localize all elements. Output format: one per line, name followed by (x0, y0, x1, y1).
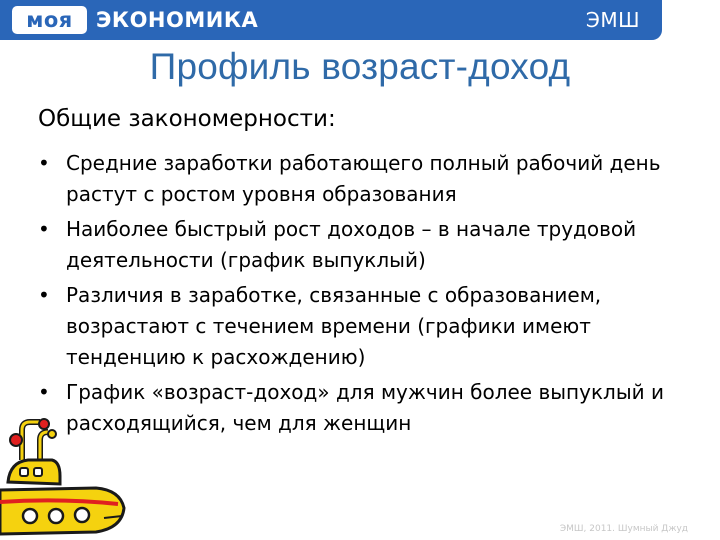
bullet-marker: • (38, 217, 50, 241)
bullet-text: Различия в заработке, связанные с образованием, возрастают с течением времени (графики имеют тенденцию к расхождению) (66, 283, 602, 369)
bullet-item (38, 214, 678, 276)
bullet-item (38, 280, 678, 373)
header-banner (0, 0, 662, 40)
bullet-text: Наиболее быстрый рост доходов – в начале трудовой деятельности (график выпуклый) (66, 217, 637, 272)
yellow-submarine-icon (0, 418, 130, 540)
bullet-marker: • (38, 151, 50, 175)
bullet-marker: • (38, 380, 50, 404)
logo-emsh-text: ЭМШ (585, 8, 640, 32)
footer-text: ЭМШ, 2011. Шумный Джуд (559, 524, 688, 534)
logo-moya-box (12, 6, 87, 34)
bullet-item (38, 377, 678, 439)
logo-economika-text: ЭКОНОМИКА (96, 8, 259, 32)
bullet-text: График «возраст-доход» для мужчин более выпуклый и расходящийся, чем для женщин (66, 380, 664, 435)
slide-subtitle: Общие закономерности: (38, 106, 336, 132)
logo-moya-text: моя (26, 8, 73, 32)
slide-title: Профиль возраст-доход (149, 46, 571, 87)
bullet-list (38, 148, 678, 443)
bullet-marker: • (38, 283, 50, 307)
bullet-item (38, 148, 678, 210)
bullet-text: Средние заработки работающего полный рабочий день растут с ростом уровня образования (66, 151, 661, 206)
